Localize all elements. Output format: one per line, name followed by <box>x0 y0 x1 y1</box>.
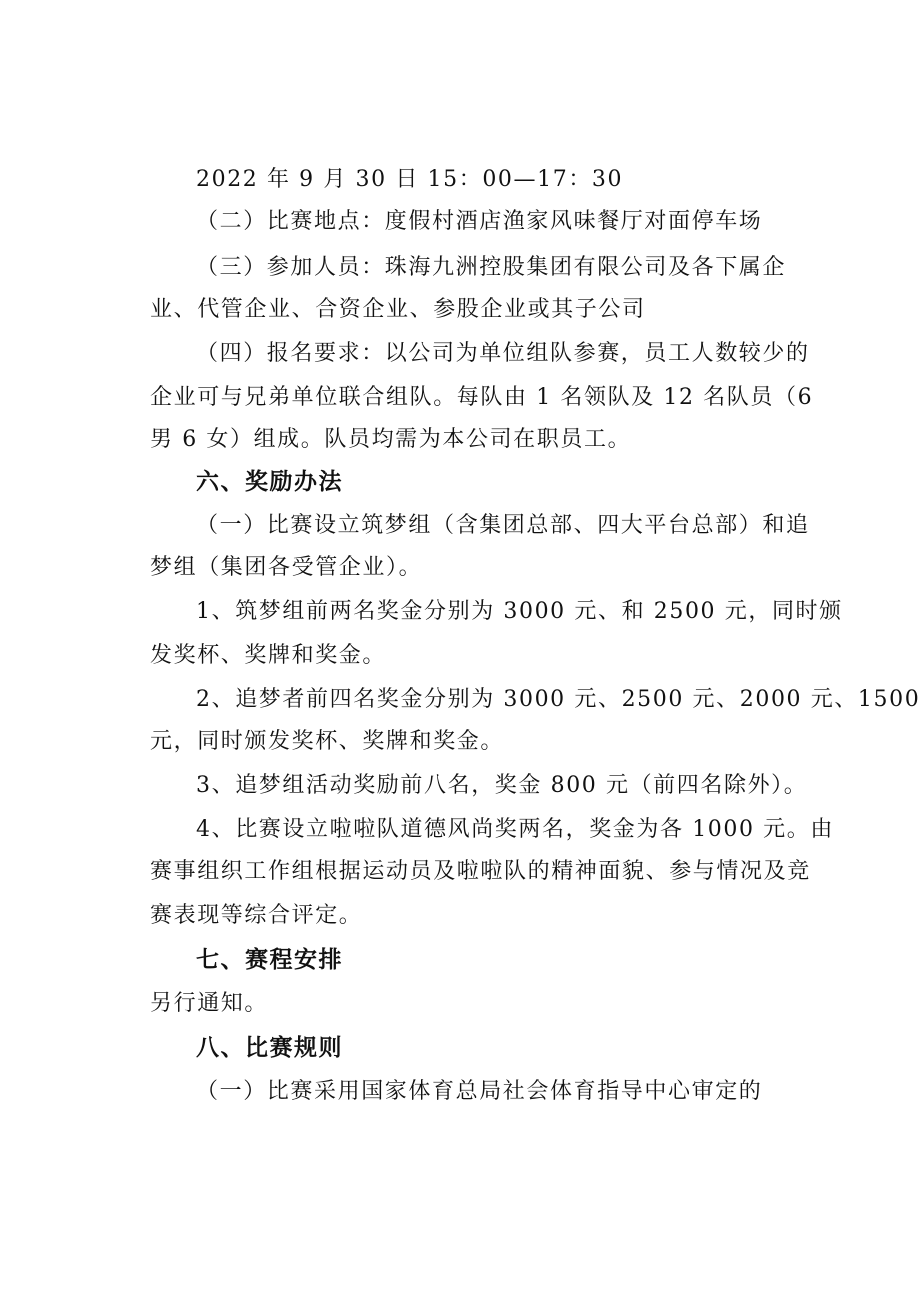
section-heading-schedule: 七、赛程安排 <box>196 947 343 973</box>
reward-groups-line-2: 梦组（集团各受管企业）。 <box>150 555 423 580</box>
section-heading-rewards: 六、奖励办法 <box>196 469 343 495</box>
reward-item-4-line-2: 赛事组织工作组根据运动员及啦啦队的精神面貌、参与情况及竞 <box>150 859 811 884</box>
reward-item-4-line-1: 4、比赛设立啦啦队道德风尚奖两名，奖金为各 1000 元。由 <box>196 817 834 842</box>
schedule-text: 另行通知。 <box>150 991 269 1016</box>
competition-time: 2022 年 9 月 30 日 15：00—17：30 <box>196 167 624 192</box>
reward-item-3: 3、追梦组活动奖励前八名，奖金 800 元（前四名除外）。 <box>196 773 808 798</box>
reward-groups-line-1: （一）比赛设立筑梦组（含集团总部、四大平台总部）和追 <box>196 513 810 538</box>
reward-item-2-line-2: 元，同时颁发奖杯、奖牌和奖金。 <box>150 729 505 754</box>
reward-item-1-line-1: 1、筑梦组前两名奖金分别为 3000 元、和 2500 元，同时颁 <box>196 599 843 624</box>
participants-line-2: 业、代管企业、合资企业、参股企业或其子公司 <box>150 297 646 322</box>
rules-line-1: （一）比赛采用国家体育总局社会体育指导中心审定的 <box>196 1079 763 1104</box>
reward-item-2-line-1: 2、追梦者前四名奖金分别为 3000 元、2500 元、2000 元、1500 <box>196 687 920 712</box>
registration-line-3: 男 6 女）组成。队员均需为本公司在职员工。 <box>150 427 632 452</box>
competition-venue: （二）比赛地点：度假村酒店渔家风味餐厅对面停车场 <box>196 209 763 234</box>
section-heading-rules: 八、比赛规则 <box>196 1035 343 1061</box>
registration-line-2: 企业可与兄弟单位联合组队。每队由 1 名领队及 12 名队员（6 <box>150 385 814 410</box>
registration-line-1: （四）报名要求：以公司为单位组队参赛，员工人数较少的 <box>196 341 810 366</box>
participants-line-1: （三）参加人员：珠海九洲控股集团有限公司及各下属企 <box>196 255 787 280</box>
reward-item-4-line-3: 赛表现等综合评定。 <box>150 903 363 928</box>
reward-item-1-line-2: 发奖杯、奖牌和奖金。 <box>150 643 387 668</box>
